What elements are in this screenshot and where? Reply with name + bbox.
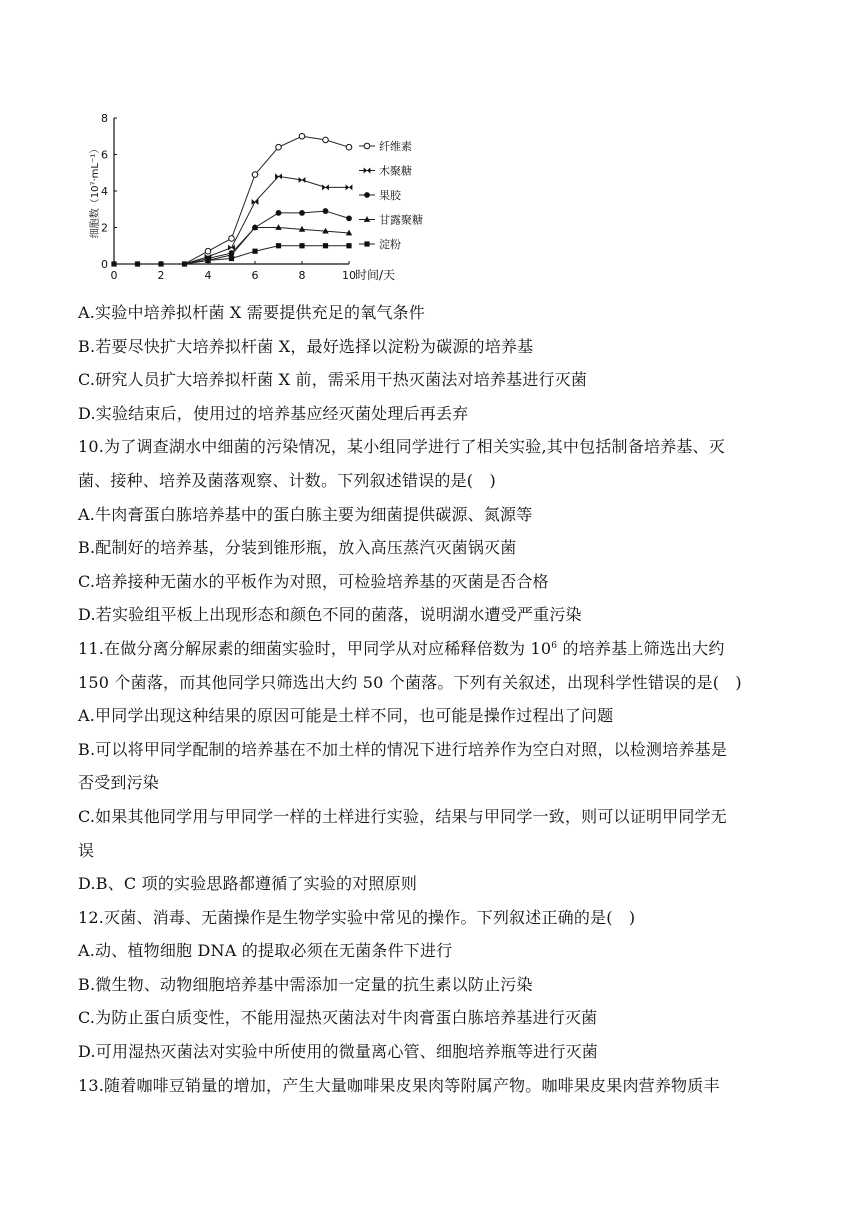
legend-label: 淀粉 xyxy=(379,238,401,251)
x-tick-label: 2 xyxy=(157,269,165,282)
question-10-stem-line2: 菌、接种、培养及菌落观察、计数。下列叙述错误的是( ) xyxy=(78,470,496,490)
series-3-point xyxy=(346,215,352,221)
option-11d: D.B、C 项的实验思路都遵循了实验的对照原则 xyxy=(78,874,418,894)
option-12a: A.动、植物细胞 DNA 的提取必须在无菌条件下进行 xyxy=(78,941,453,961)
series-5-point xyxy=(323,243,328,248)
option-9c: C.研究人员扩大培养拟杆菌 X 前，需采用干热灭菌法对培养基进行灭菌 xyxy=(78,370,588,390)
option-9b: B.若要尽快扩大培养拟杆菌 X，最好选择以淀粉为碳源的培养基 xyxy=(78,336,534,356)
y-tick-label: 4 xyxy=(101,185,108,198)
series-1-point xyxy=(346,144,352,150)
series-line-1 xyxy=(114,136,349,264)
q11-exponent: 6 xyxy=(551,640,558,651)
cell-count-line-chart xyxy=(78,104,438,288)
series-5-point xyxy=(252,249,257,254)
legend-label: 木聚糖 xyxy=(379,164,412,178)
q11-text-before: 11.在做分离分解尿素的细菌实验时，甲同学从对应稀释倍数为 10 xyxy=(78,638,552,658)
q11-text-after: 的培养基上筛选出大约 xyxy=(557,638,725,658)
legend-marker xyxy=(364,241,369,246)
option-10d: D.若实验组平板上出现形态和颜色不同的菌落，说明湖水遭受严重污染 xyxy=(78,605,582,625)
baseline-point xyxy=(135,261,140,266)
y-tick-label: 8 xyxy=(101,112,108,125)
legend-marker xyxy=(364,168,371,174)
baseline-point xyxy=(158,261,163,266)
option-10b: B.配制好的培养基，分装到锥形瓶，放入高压蒸汽灭菌锅灭菌 xyxy=(78,538,517,558)
option-11c-line2: 误 xyxy=(78,840,95,860)
option-12b: B.微生物、动物细胞培养基中需添加一定量的抗生素以防止污染 xyxy=(78,974,533,994)
question-text xyxy=(78,296,778,1102)
legend-marker xyxy=(364,143,370,149)
series-3-point xyxy=(299,210,305,216)
question-10-stem-line1: 10.为了调查湖水中细菌的污染情况，某小组同学进行了相关实验,其中包括制备培养基、灭 xyxy=(78,437,725,457)
option-11b-line2: 否受到污染 xyxy=(78,773,160,793)
legend-label: 果胶 xyxy=(379,189,401,202)
option-11b-line1: B.可以将甲同学配制的培养基在不加土样的情况下进行培养作为空白对照，以检测培养基是 xyxy=(78,739,728,759)
option-9d: D.实验结束后，使用过的培养基应经灭菌处理后再丢弃 xyxy=(78,403,469,423)
series-5-point xyxy=(299,243,304,248)
series-1-point xyxy=(276,144,282,150)
legend-label: 纤维素 xyxy=(379,140,412,153)
series-3-point xyxy=(323,208,329,214)
x-tick-label: 6 xyxy=(251,269,259,282)
x-tick-label: 0 xyxy=(110,269,118,282)
option-11a: A.甲同学出现这种结果的原因可能是土样不同，也可能是操作过程出了问题 xyxy=(78,706,614,726)
series-2-point xyxy=(252,199,259,205)
question-11-stem-line2: 150 个菌落，而其他同学只筛选出大约 50 个菌落。下列有关叙述，出现科学性错误的是( ) xyxy=(78,672,742,692)
x-axis-title: 时间/天 xyxy=(355,268,396,282)
series-2-point xyxy=(299,177,306,183)
option-12d: D.可用湿热灭菌法对实验中所使用的微量离心管、细胞培养瓶等进行灭菌 xyxy=(78,1042,598,1062)
series-5-point xyxy=(276,243,281,248)
y-tick-label: 6 xyxy=(101,148,108,162)
series-3-point xyxy=(276,210,282,216)
series-1-point xyxy=(323,137,329,143)
x-tick-label: 4 xyxy=(204,269,212,282)
question-12-stem: 12.灭菌、消毒、无菌操作是生物学实验中常见的操作。下列叙述正确的是( ) xyxy=(78,907,636,927)
option-10c: C.培养接种无菌水的平板作为对照，可检验培养基的灭菌是否合格 xyxy=(78,571,549,591)
legend-label: 甘露聚糖 xyxy=(379,213,423,227)
y-axis-title: 细胞数（10⁷·mL⁻¹） xyxy=(90,143,101,239)
x-tick-label: 8 xyxy=(298,269,306,282)
option-10a: A.牛肉膏蛋白胨培养基中的蛋白胨主要为细菌提供碳源、氮源等 xyxy=(78,504,533,524)
series-1-point xyxy=(205,248,211,254)
series-1-point xyxy=(299,133,305,139)
option-11c-line1: C.如果其他同学用与甲同学一样的土样进行实验，结果与甲同学一致，则可以证明甲同学无 xyxy=(78,806,727,826)
series-1-point xyxy=(252,172,258,178)
series-5-point xyxy=(229,256,234,261)
legend-marker xyxy=(364,192,370,198)
x-tick-label: 10 xyxy=(342,269,356,282)
baseline-point xyxy=(111,261,116,266)
series-1-point xyxy=(229,236,235,242)
option-9a: A.实验中培养拟杆菌 X 需要提供充足的氧气条件 xyxy=(78,303,426,322)
question-11-stem-line1 xyxy=(78,632,778,666)
y-tick-label: 0 xyxy=(101,258,108,271)
series-5-point xyxy=(346,243,351,248)
question-13-stem-line1: 13.随着咖啡豆销量的增加，产生大量咖啡果皮果肉等附属产物。咖啡果皮果肉营养物质丰 xyxy=(78,1075,720,1095)
series-2-point xyxy=(228,245,235,251)
series-5-point xyxy=(205,258,210,263)
option-12c: C.为防止蛋白质变性，不能用湿热灭菌法对牛肉膏蛋白胨培养基进行灭菌 xyxy=(78,1008,598,1028)
y-tick-label: 2 xyxy=(101,221,108,235)
baseline-point xyxy=(182,261,187,266)
